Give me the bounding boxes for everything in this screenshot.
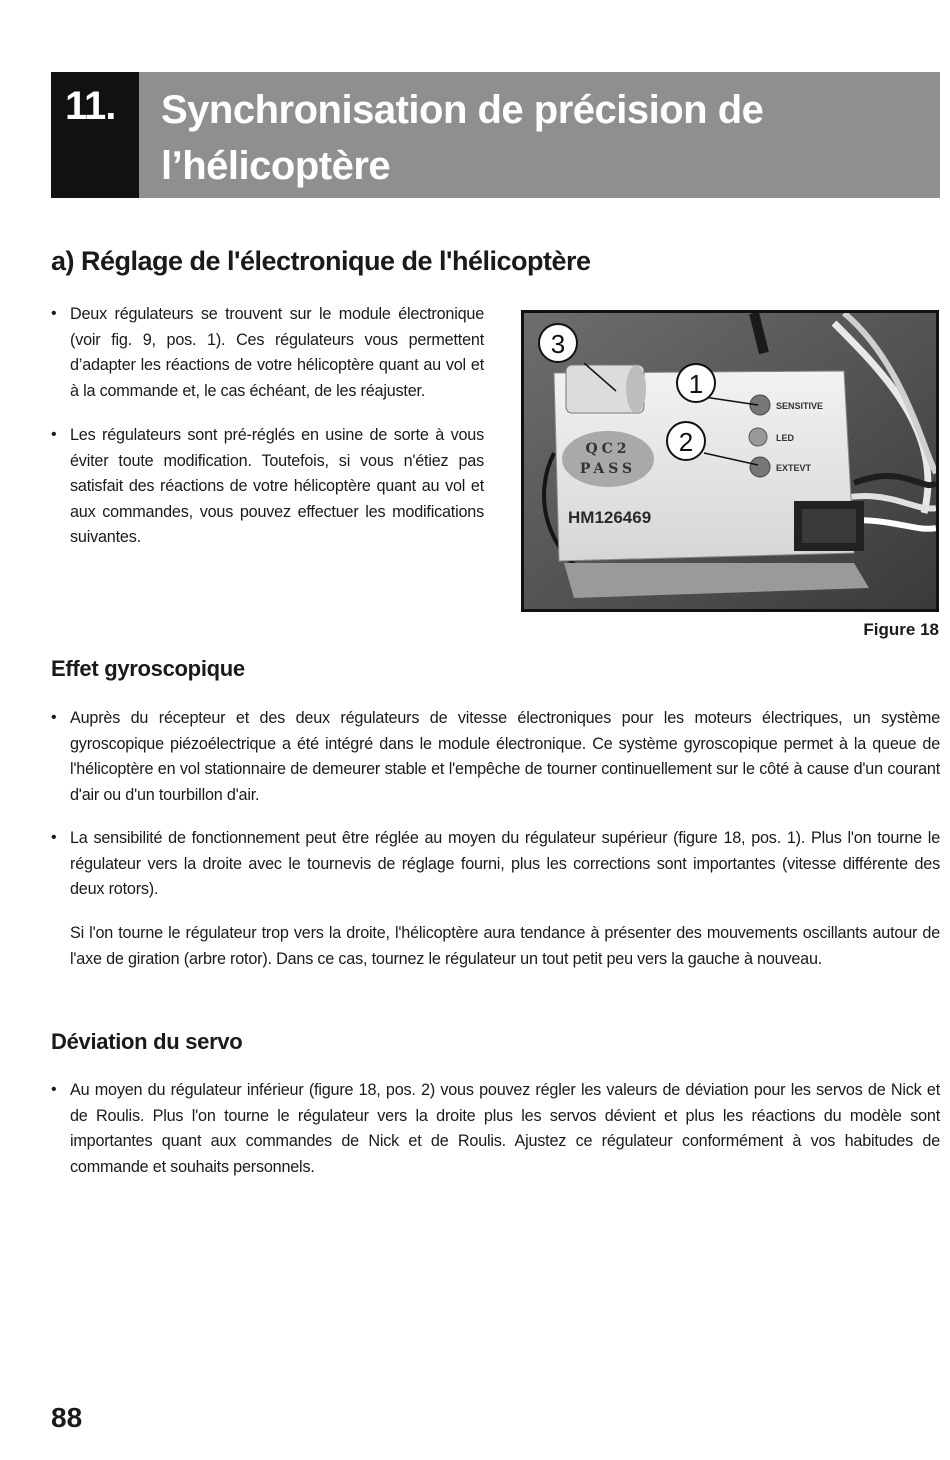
chapter-title-box [139, 72, 940, 198]
chapter-header [51, 72, 940, 198]
bullet-icon: • [51, 709, 57, 726]
electronics-module-illustration [524, 313, 936, 609]
figure-caption: Figure 18 [863, 620, 939, 639]
board-label-extevt: EXTEVT [776, 463, 812, 473]
bullet-icon: • [51, 1081, 57, 1098]
figure-18-photo [521, 310, 939, 612]
paragraph-regulators-location: Deux régulateurs se trouvent sur le module électronique (voir fig. 9, pos. 1). Ces régulateurs vous permettent d’adapter les réactions de votre hélicoptère quant au vol et à la commande et, le cas échéant, de les réajuster. [70, 305, 484, 400]
paragraph-sensitivity: La sensibilité de fonctionnement peut être réglée au moyen du régulateur supérieur (figure 18, pos. 1). Plus l'on tourne le régulateur vers la droite avec le tournevis de réglage fourni, plus les corrections sont importantes (vitesse différente des deux rotors). [70, 829, 940, 898]
paragraph-factory-settings: Les régulateurs sont pré-réglés en usine de sorte à vous éviter toute modification. Toutefois, si vous n'étiez pas satisfait des réactions de votre hélicoptère quant au vol et aux commandes, vous pouvez effectuer les modifications suivantes. [70, 426, 484, 546]
section-heading: a) Réglage de l'électronique de l'hélicoptère [51, 246, 591, 276]
callout-3: 3 [550, 329, 566, 359]
serial-number: HM126469 [568, 508, 652, 527]
bullet-icon: • [51, 829, 57, 846]
subheading-gyro: Effet gyroscopique [51, 656, 245, 681]
bullet-icon: • [51, 305, 57, 322]
chapter-title: Synchronisation de précision de l’hélicoptère [161, 88, 764, 188]
sticker-line-2: PASS [579, 461, 637, 477]
paragraph-servo-deviation: Au moyen du régulateur inférieur (figure 18, pos. 2) vous pouvez régler les valeurs de déviation pour les servos de Nick et de Roulis. Plus l'on tourne le régulateur vers la droite plus les servos dévient et plus les réactions du modèle sont importantes quant aux commandes de Nick et de Roulis. Ajustez ce régulateur conformément à vos habitudes de commande et souhaits personnels. [70, 1081, 940, 1176]
sticker-line-1: QC2 [585, 441, 631, 457]
board-label-sensitive: SENSITIVE [776, 401, 824, 411]
led-indicator [749, 428, 767, 446]
chapter-number: 11. [65, 84, 116, 128]
subheading-servo: Déviation du servo [51, 1029, 243, 1054]
callout-2: 2 [678, 427, 694, 457]
servo-deviation-regulator [750, 457, 770, 477]
board-label-led: LED [776, 433, 794, 443]
paragraph-gyro-system: Auprès du récepteur et des deux régulateurs de vitesse électroniques pour les moteurs électriques, un système gyroscopique piézoélectrique a été intégré dans le module électronique. Ce système gyroscopique permet à la queue de l'hélicoptère en vol stationnaire de demeurer stable et l'empêche de tourner continuellement sur le côté à cause d'un courant d'air ou d'un tourbillon d'air. [70, 709, 940, 804]
paragraph-oscillation-note: Si l'on tourne le régulateur trop vers la droite, l'hélicoptère aura tendance à présenter des mouvements oscillants autour de l'axe de giration (arbre rotor). Dans ce cas, tournez le régulateur un tout petit peu vers la gauche à nouveau. [70, 924, 940, 968]
bullet-icon: • [51, 426, 57, 443]
callout-1: 1 [688, 369, 704, 399]
chapter-number-box [51, 72, 139, 198]
page-number: 88 [51, 1402, 83, 1433]
